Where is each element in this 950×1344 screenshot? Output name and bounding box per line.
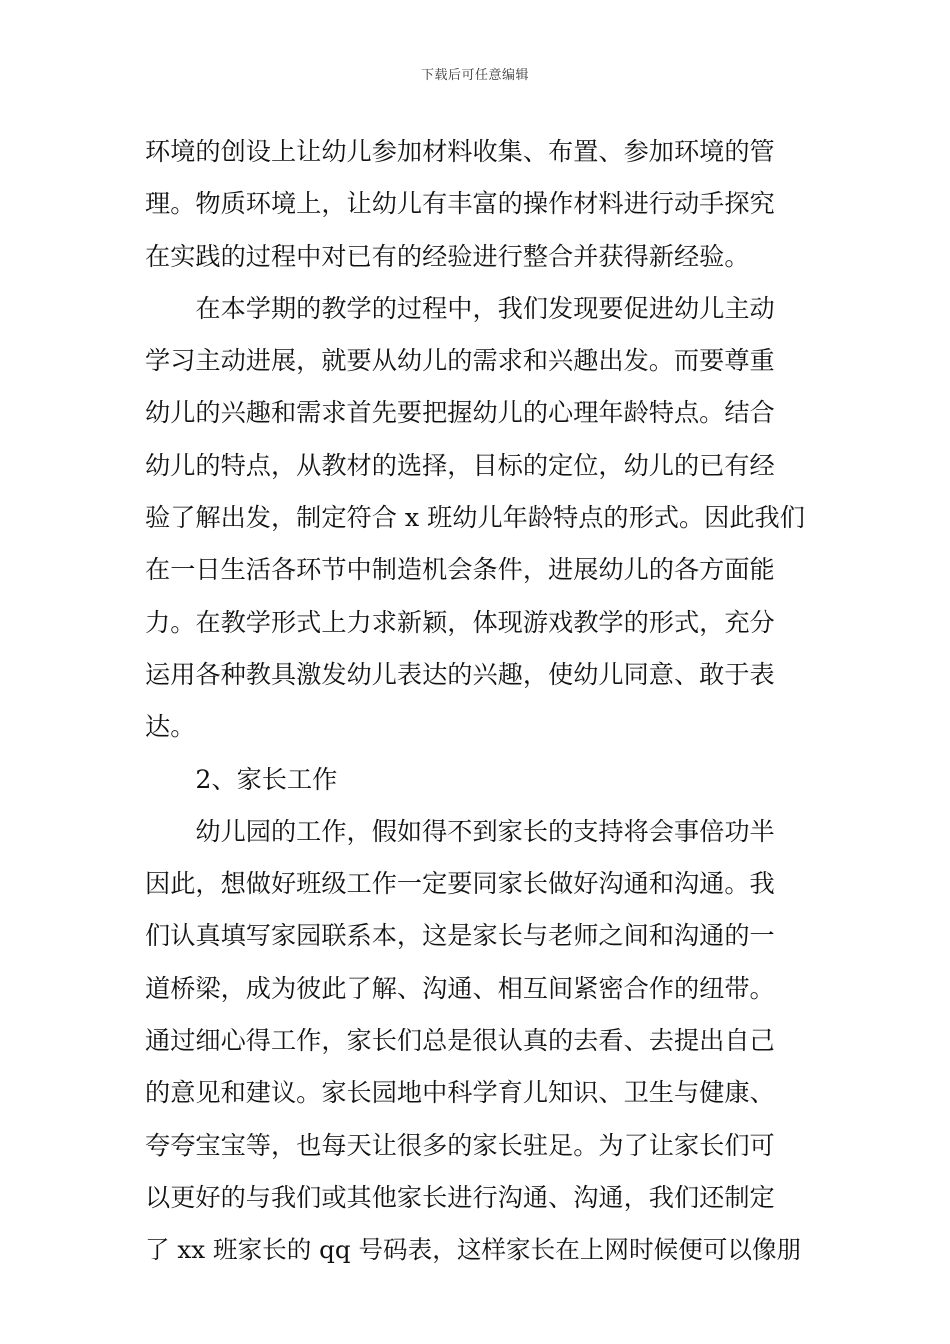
text-line: 环境的创设上让幼儿参加材料收集、布置、参加环境的管 xyxy=(145,137,775,166)
section-heading: 2、家长工作 xyxy=(145,764,338,794)
text-line: 验了解出发，制定符合 x 班幼儿年龄特点的形式。因此我们 xyxy=(145,503,805,533)
text-line: 在一日生活各环节中制造机会条件，进展幼儿的各方面能 xyxy=(145,555,775,585)
text-line: 幼儿园的工作，假如得不到家长的支持将会事倍功半 xyxy=(145,816,775,846)
text-line: 因此，想做好班级工作一定要同家长做好沟通和沟通。我 xyxy=(145,869,775,899)
text-line: 力。在教学形式上力求新颖，体现游戏教学的形式，充分 xyxy=(145,607,775,637)
page-header: 下载后可任意编辑 xyxy=(420,68,529,83)
text-line: 的意见和建议。家长园地中科学育儿知识、卫生与健康、 xyxy=(145,1078,775,1108)
text-line: 在本学期的教学的过程中，我们发现要促进幼儿主动 xyxy=(145,293,775,323)
text-line: 夸夸宝宝等，也每天让很多的家长驻足。为了让家长们可 xyxy=(145,1130,775,1160)
text-line: 们认真填写家园联系本，这是家长与老师之间和沟通的一 xyxy=(145,921,775,951)
text-line: 以更好的与我们或其他家长进行沟通、沟通，我们还制定 xyxy=(145,1182,775,1212)
text-line: 学习主动进展，就要从幼儿的需求和兴趣出发。而要尊重 xyxy=(145,346,775,376)
text-line: 了 xx 班家长的 qq 号码表，这样家长在上网时候便可以像朋 xyxy=(145,1235,802,1265)
text-line: 通过细心得工作，家长们总是很认真的去看、去提出自己 xyxy=(145,1026,775,1056)
document-body xyxy=(145,126,807,1277)
text-line: 达。 xyxy=(145,712,196,742)
text-line: 在实践的过程中对已有的经验进行整合并获得新经验。 xyxy=(145,241,750,271)
text-line: 道桥梁，成为彼此了解、沟通、相互间紧密合作的纽带。 xyxy=(145,973,775,1003)
text-line: 幼儿的兴趣和需求首先要把握幼儿的心理年龄特点。结合 xyxy=(145,398,775,428)
text-line: 运用各种教具激发幼儿表达的兴趣，使幼儿同意、敢于表 xyxy=(145,659,775,689)
text-line: 理。物质环境上，让幼儿有丰富的操作材料进行动手探究 xyxy=(145,189,775,219)
text-line: 幼儿的特点，从教材的选择，目标的定位，幼儿的已有经 xyxy=(145,450,775,480)
